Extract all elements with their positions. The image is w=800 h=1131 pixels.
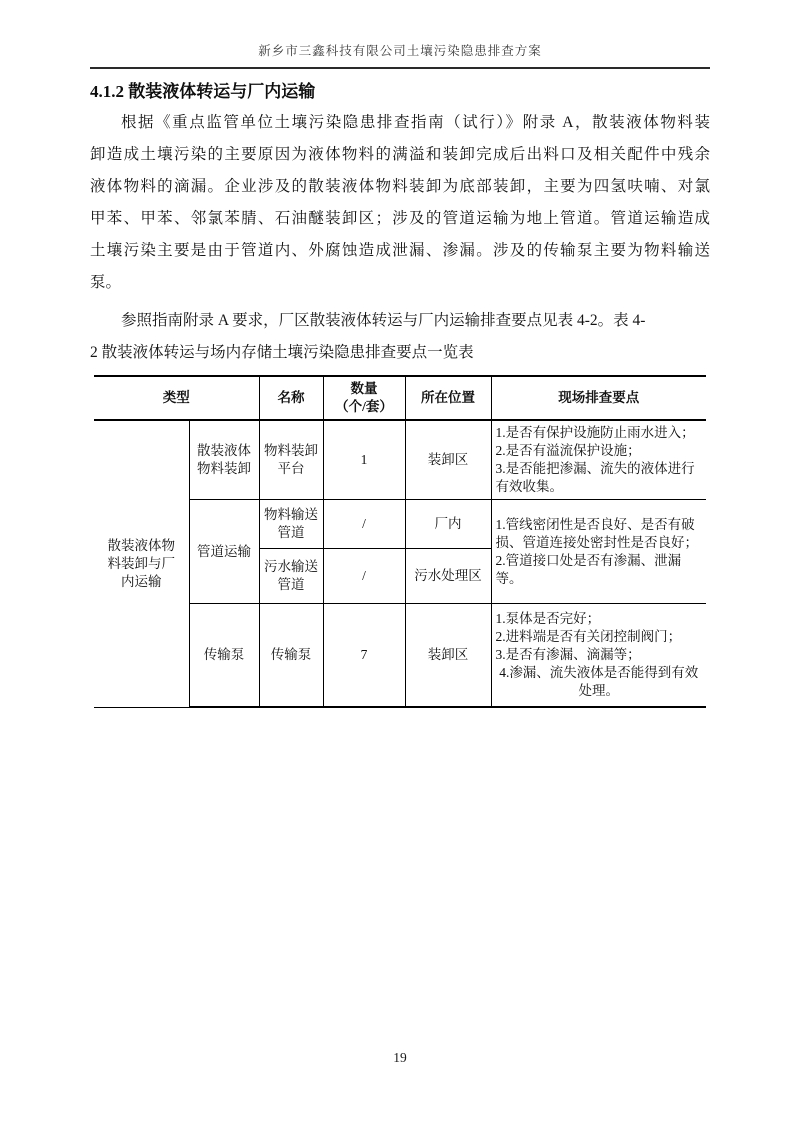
quantity-cell: 1 — [323, 420, 405, 500]
points-cell — [491, 500, 706, 604]
column-header-type: 类型 — [94, 376, 259, 420]
location-cell: 厂内 — [405, 500, 491, 549]
table-header-row — [94, 376, 706, 420]
paragraph-1-line-5: 土壤污染主要是由于管道内、外腐蚀造成泄漏、渗漏。涉及的传输泵主要为物料输送 — [90, 242, 710, 259]
column-header-quantity-line2: （个/套） — [335, 399, 393, 414]
table-row-loading-platform — [94, 420, 706, 500]
location-cell: 装卸区 — [405, 604, 491, 708]
paragraph-1-line-4: 甲苯、甲苯、邻氯苯腈、石油醚装卸区；涉及的管道运输为地上管道。管道运输造成 — [90, 210, 710, 227]
column-header-quantity — [323, 376, 405, 420]
name-cell: 污水输送管道 — [259, 549, 323, 604]
subtype-cell: 散装液体物料装卸 — [189, 420, 259, 500]
point-item: 2.进料端是否有关闭控制阀门； — [495, 629, 682, 644]
points-cell — [491, 604, 706, 708]
point-item: 1.是否有保护设施防止雨水进入； — [495, 425, 695, 440]
paragraph-1-line-2: 卸造成土壤污染的主要原因为液体物料的满溢和装卸完成后出料口及相关配件中残余 — [90, 146, 710, 163]
point-item: 2.是否有溢流保护设施； — [495, 443, 641, 458]
point-item: 1.泵体是否完好； — [495, 611, 601, 626]
subtype-cell: 管道运输 — [189, 500, 259, 604]
name-cell: 物料装卸平台 — [259, 420, 323, 500]
table-caption: 2 散装液体转运与场内存储土壤污染隐患排查要点一览表 — [90, 344, 474, 361]
points-cell — [491, 420, 706, 500]
location-cell: 污水处理区 — [405, 549, 491, 604]
running-header-rule — [90, 67, 710, 69]
page-number: 19 — [393, 1050, 407, 1065]
category-cell: 散装液体物料装卸与厂内运输 — [94, 420, 189, 707]
subtype-cell: 传输泵 — [189, 604, 259, 708]
location-cell: 装卸区 — [405, 420, 491, 500]
column-header-points: 现场排查要点 — [491, 376, 706, 420]
inspection-points-table — [94, 375, 706, 708]
section-heading: 4.1.2 散装液体转运与厂内运输 — [90, 82, 316, 101]
point-item: 3.是否能把渗漏、流失的液体进行有效收集。 — [495, 461, 695, 494]
paragraph-1 — [90, 107, 710, 299]
running-header — [90, 0, 710, 69]
name-cell: 传输泵 — [259, 604, 323, 708]
quantity-cell: / — [323, 500, 405, 549]
paragraph-1-line-6: 泵。 — [90, 274, 122, 291]
point-item: 2.管道接口处是否有渗漏、泄漏等。 — [495, 552, 682, 586]
paragraph-2-line-1: 参照指南附录 A 要求，厂区散装液体转运与厂内运输排查要点见表 4-2。表 4- — [121, 312, 646, 329]
column-header-location: 所在位置 — [405, 376, 491, 420]
paragraph-1-line-3: 液体物料的滴漏。企业涉及的散装液体物料装卸为底部装卸，主要为四氢呋喃、对氯 — [90, 178, 710, 195]
quantity-cell: 7 — [323, 604, 405, 708]
paragraph-2 — [90, 305, 710, 369]
point-item: 4.渗漏、流失液体是否能得到有效处理。 — [499, 665, 699, 698]
column-header-quantity-line1: 数量 — [350, 381, 378, 396]
running-header-title: 新乡市三鑫科技有限公司土壤污染隐患排查方案 — [258, 44, 542, 58]
point-item: 3.是否有渗漏、滴漏等； — [495, 647, 641, 662]
column-header-name: 名称 — [259, 376, 323, 420]
point-item: 1.管线密闭性是否良好、是否有破损、管道连接处密封性是否良好； — [495, 516, 698, 550]
quantity-cell: / — [323, 549, 405, 604]
name-cell: 物料输送管道 — [259, 500, 323, 549]
paragraph-1-line-1: 根据《重点监管单位土壤污染隐患排查指南（试行）》附录 A，散装液体物料装 — [121, 114, 710, 131]
